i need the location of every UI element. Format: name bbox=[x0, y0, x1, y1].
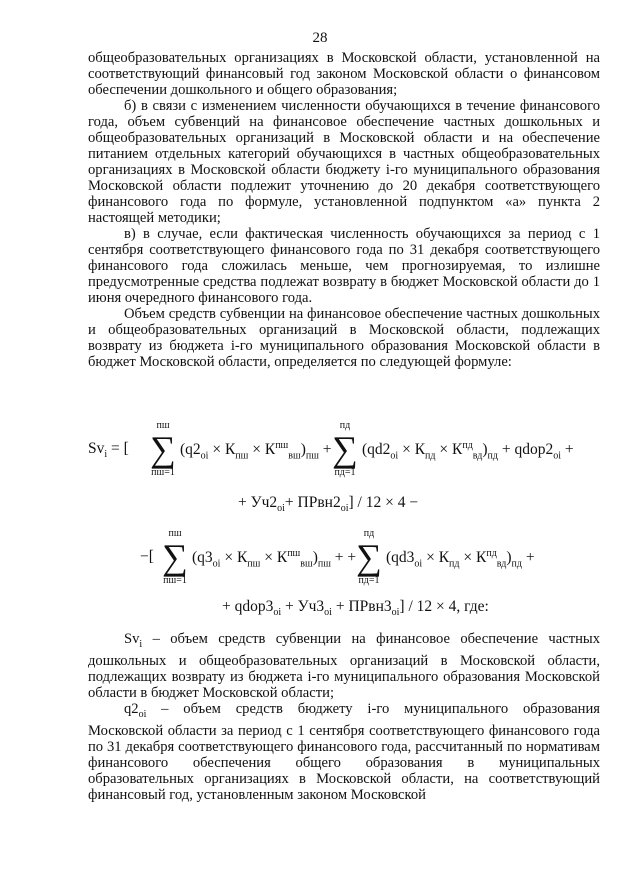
formula-line-3-start: −[ bbox=[140, 548, 154, 565]
definition-sv: $Sv_i$ – объем средств субвенции на финансовое обеспечение частных дошкольных и общеобразовательных организаций в Московской области, подлежащих возврату из бюджета i-го муниципального образования Московской области в бюджет Московской области; bbox=[88, 631, 600, 701]
paragraph: Объем средств субвенции на финансовое обеспечение частных дошкольных и общеобразовательных организаций в Московской области, подлежащих возврату из бюджета i-го муниципального образования Московской области в бюджет Московской области, определяется по следующей формуле: bbox=[88, 306, 600, 370]
sum-symbol-1: пш ∑ пш=1 bbox=[150, 420, 176, 478]
definition-q2: $q2_{oi}$ – объем средств бюджету i-го муниципального образования Московской области за период с 1 сентября соответствующего финансового года по 31 декабря соответствующего финансового года, рассчитанный по нормативам финансового обеспечения общего образования в муниципальных образовательных организациях в Московской области, на соответствующий финансовый год, установленным законом Московской bbox=[88, 700, 600, 803]
page-number: 28 bbox=[312, 30, 328, 46]
formula-line-4: + $qdop3_{oi} + Уч3_{oi}$ + $ПРвн3_{oi}] / 12 \times 4$, где: bbox=[222, 598, 489, 619]
formula-line-1 bbox=[88, 440, 129, 460]
formula-term-2: $(qd2_{oi} \times К_{пд} \times К^{пд}_{вд})_{пд}$ + $qdop2_{oi}$ + bbox=[362, 440, 574, 462]
sum-symbol-3: пш ∑ пш=1 bbox=[162, 528, 188, 586]
formula-term-1: $(q2_{oi} \times К_{пш} \times К^{пш}_{вш})_{пш}$ + bbox=[180, 440, 332, 462]
paragraph: б) в связи с изменением численности обучающихся в течение финансового года, объем субвенций на финансовое обеспечение частных дошкольных и общеобразовательных организаций в Московской области и на обеспечение питанием отдельных категорий обучающихся в частных общеобразовательных организациях в Московской области бюджету i-го муниципального образования Московской области подлежит уточнению до 20 декабря соответствующего финансового года по формуле, установленной подпунктом «а» пункта 2 настоящей методики; bbox=[88, 98, 600, 226]
sum-symbol-2: пд ∑ пд=1 bbox=[332, 420, 358, 478]
sum-symbol-4: пд ∑ пд=1 bbox=[356, 528, 382, 586]
text-block-top bbox=[88, 50, 600, 370]
formula-term-3: $(q3_{oi} \times К_{пш} \times К^{пш}_{вш})_{пш}$ + + bbox=[192, 548, 357, 570]
text-block-bottom bbox=[88, 631, 600, 803]
formula-line-2: + $Уч2_{oi}+$ $ПРвн2_{oi}] / 12 \times 4$ − bbox=[238, 494, 419, 515]
formula-eq: = [ bbox=[111, 440, 129, 457]
paragraph: в) в случае, если фактическая численность обучающихся за период с 1 сентября соответствующего финансового года по 31 декабря соответствующего финансового года сложилась меньше, чем прогнозируемая, то излишне предусмотренные средства подлежат возврату в бюджет Московской области до 1 июня очередного финансового года. bbox=[88, 226, 600, 306]
formula-term-4: $(qd3_{oi} \times К_{пд} \times К^{пд}_{вд})_{пд}$ + bbox=[386, 548, 535, 570]
formula-lhs: $Sv_i$ bbox=[88, 440, 108, 461]
paragraph: общеобразовательных организациях в Московской области, установленной на соответствующий финансовый год законом Московской области о финансовом обеспечении дошкольного и общего образования; bbox=[88, 50, 600, 98]
